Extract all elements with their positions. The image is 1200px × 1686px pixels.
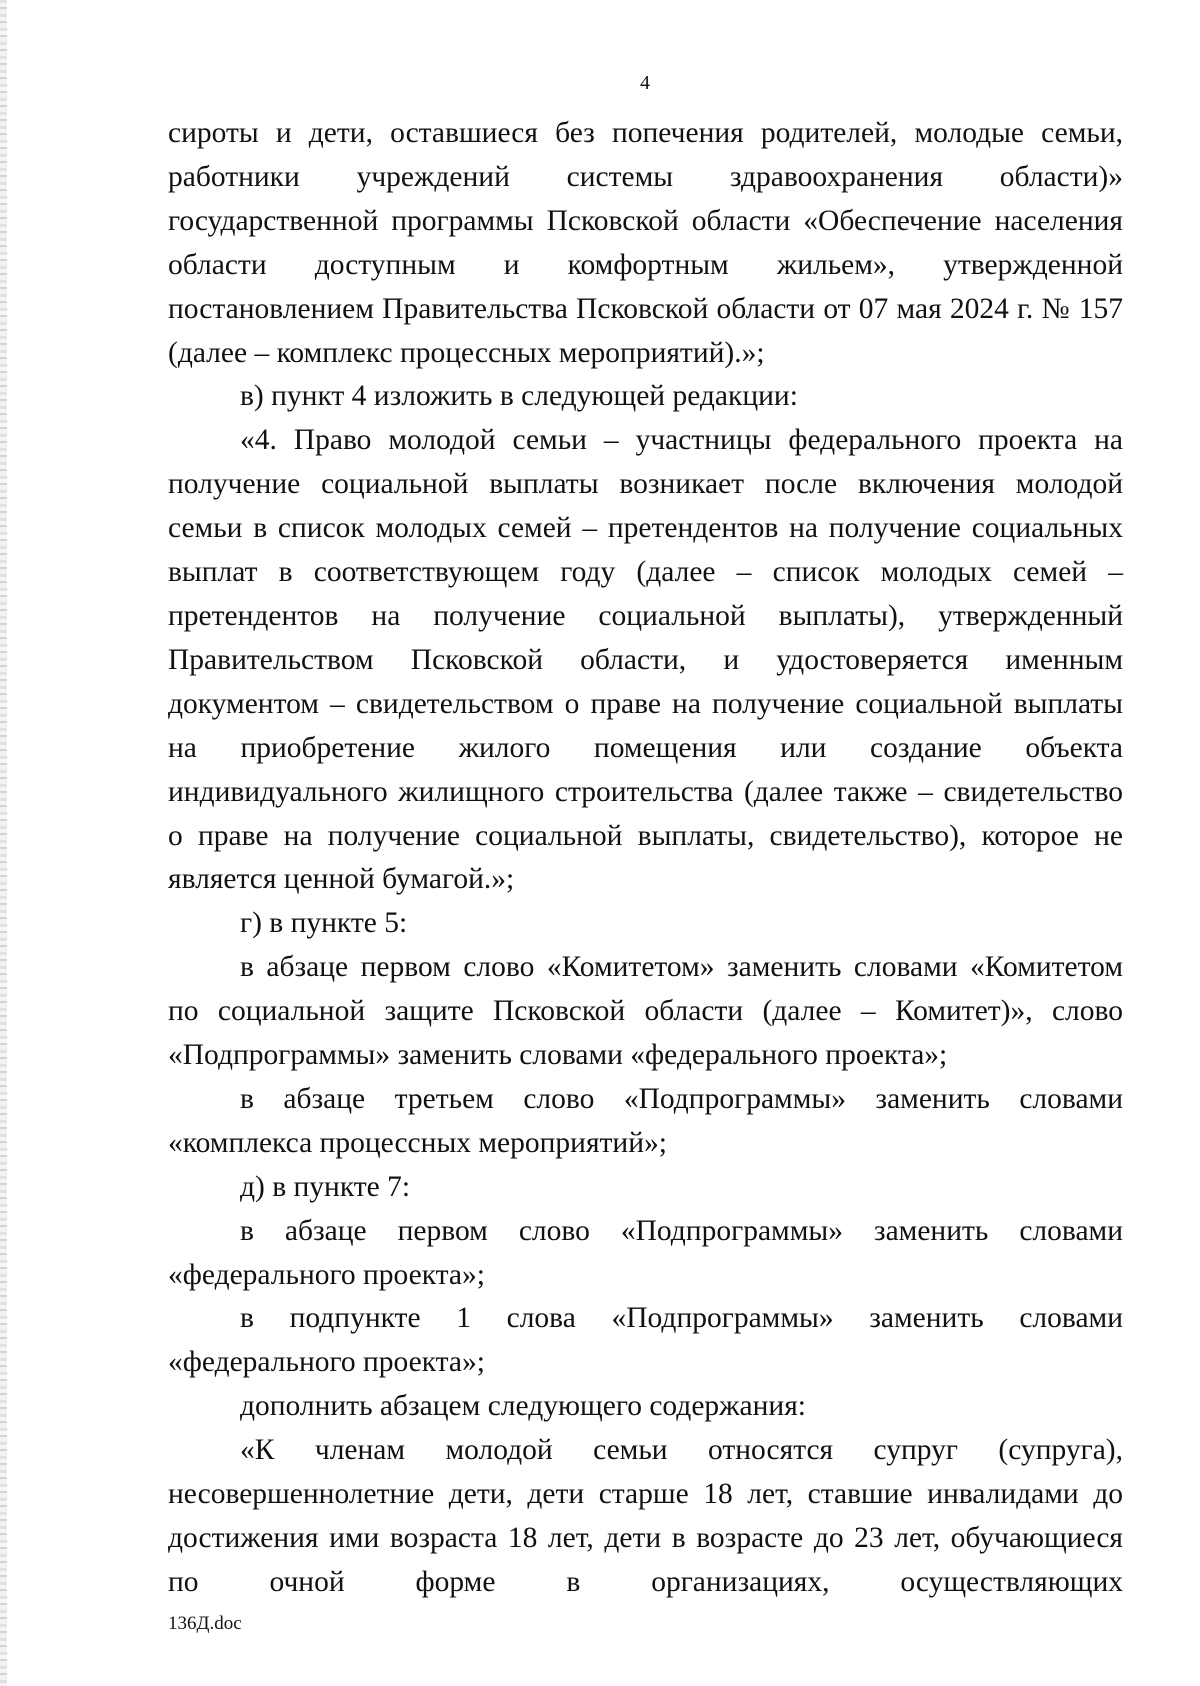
- paragraph-amend-subpoint-1: в подпункте 1 слова «Подпрограммы» заменить словами «федерального проекта»;: [168, 1302, 1123, 1379]
- paragraph-amend-first-abzac: в абзаце первом слово «Комитетом» заменить словами «Комитетом по социальной защите Псковской области (далее – Комитет)», слово «Подпрограммы» заменить словами «федерального проекта»;: [168, 951, 1123, 1072]
- footer-filename: 136Д.doc: [168, 1613, 242, 1634]
- scan-edge-artifact: [0, 0, 7, 1686]
- paragraph-item-g: г) в пункте 5:: [240, 907, 408, 940]
- paragraph-continuation: сироты и дети, оставшиеся без попечения родителей, молодые семьи, работники учреждений системы здравоохранения области)» государственной программы Псковской области «Обеспечение населения области доступным и комфортным жильем», утвержденной постановлением Правительства Псковской области от 07 мая 2024 г. № 157 (далее – комплекс процессных мероприятий).»;: [168, 117, 1123, 369]
- paragraph-item-v: в) пункт 4 изложить в следующей редакции:: [240, 380, 798, 413]
- page-number: 4: [640, 72, 650, 94]
- paragraph-amend-first-abzac-7: в абзаце первом слово «Подпрограммы» заменить словами «федерального проекта»;: [168, 1214, 1123, 1291]
- paragraph-add-abzac: дополнить абзацем следующего содержания:: [240, 1390, 806, 1423]
- paragraph-clause-4: «4. Право молодой семьи – участницы федерального проекта на получение социальной выплаты возникает после включения молодой семьи в список молодых семей – претендентов на получение социальных выплат в соответствующем году (далее – список молодых семей – претендентов на получение социальной выплаты), утвержденный Правительством Псковской области, и удостоверяется именным документом – свидетельством о праве на получение социальной выплаты на приобретение жилого помещения или создание объекта индивидуального жилищного строительства (далее также – свидетельство о праве на получение социальной выплаты, свидетельство), которое не является ценной бумагой.»;: [168, 424, 1123, 896]
- paragraph-family-members: «К членам молодой семьи относятся супруг (супруга), несовершеннолетние дети, дети старше 18 лет, ставшие инвалидами до достижения ими возраста 18 лет, дети в возрасте до 23 лет, обучающиеся по очной форме в организациях, осуществляющих: [168, 1434, 1123, 1598]
- paragraph-item-d: д) в пункте 7:: [240, 1170, 411, 1203]
- paragraph-amend-third-abzac: в абзаце третьем слово «Подпрограммы» заменить словами «комплекса процессных мероприятий»;: [168, 1082, 1123, 1159]
- document-body: [168, 112, 1123, 1605]
